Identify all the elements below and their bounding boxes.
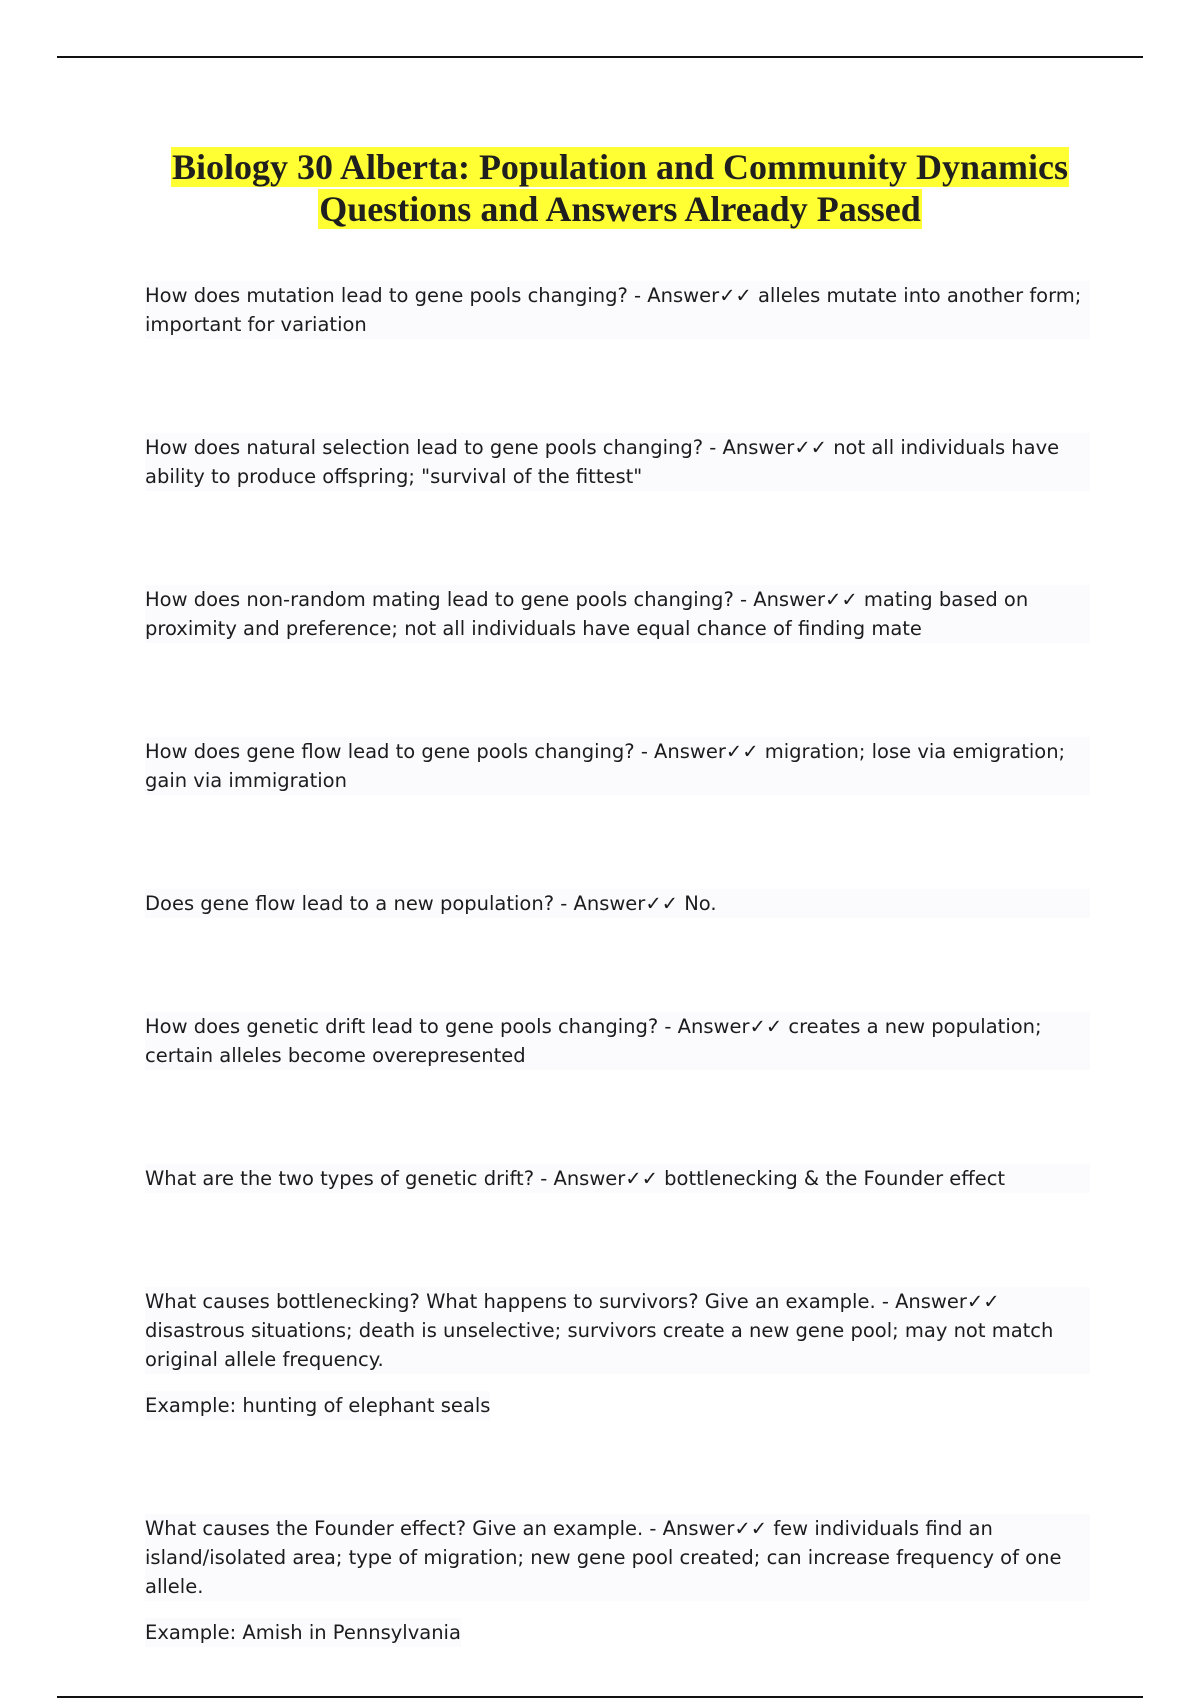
qa-example-bottlenecking: Example: hunting of elephant seals [145,1391,490,1420]
qa-item-non-random-mating: How does non-random mating lead to gene pools changing? - Answer✓✓ mating based on proximity and preference; not all individuals have equal chance of finding mate [145,585,1090,643]
spacer [145,491,1090,585]
spacer [145,1193,1090,1287]
spacer [145,918,1090,1012]
spacer [145,643,1090,737]
title-line-1: Biology 30 Alberta: Population and Community Dynamics [171,147,1069,187]
qa-list [145,281,1090,1647]
title-line-2: Questions and Answers Already Passed [319,189,921,229]
spacer [145,339,1090,433]
document-title [100,146,1140,230]
qa-item-mutation: How does mutation lead to gene pools changing? - Answer✓✓ alleles mutate into another form; important for variation [145,281,1090,339]
spacer [145,795,1090,889]
qa-item-gene-flow: How does gene flow lead to gene pools changing? - Answer✓✓ migration; lose via emigration; gain via immigration [145,737,1090,795]
qa-item-drift-types: What are the two types of genetic drift? - Answer✓✓ bottlenecking & the Founder effect [145,1164,1090,1193]
qa-example-founder-effect: Example: Amish in Pennsylvania [145,1618,461,1647]
top-rule [57,56,1143,58]
qa-item-bottlenecking: What causes bottlenecking? What happens to survivors? Give an example. - Answer✓✓ disastrous situations; death is unselective; survivors create a new gene pool; may not match original allele frequency. [145,1287,1090,1374]
qa-item-genetic-drift: How does genetic drift lead to gene pools changing? - Answer✓✓ creates a new population; certain alleles become overepresented [145,1012,1090,1070]
spacer [145,1420,1090,1514]
qa-item-gene-flow-new-population: Does gene flow lead to a new population? - Answer✓✓ No. [145,889,1090,918]
bottom-rule [57,1696,1143,1698]
spacer [145,1070,1090,1164]
qa-item-founder-effect: What causes the Founder effect? Give an example. - Answer✓✓ few individuals find an island/isolated area; type of migration; new gene pool created; can increase frequency of one allele. [145,1514,1090,1601]
qa-item-natural-selection: How does natural selection lead to gene pools changing? - Answer✓✓ not all individuals have ability to produce offspring; "survival of the fittest" [145,433,1090,491]
